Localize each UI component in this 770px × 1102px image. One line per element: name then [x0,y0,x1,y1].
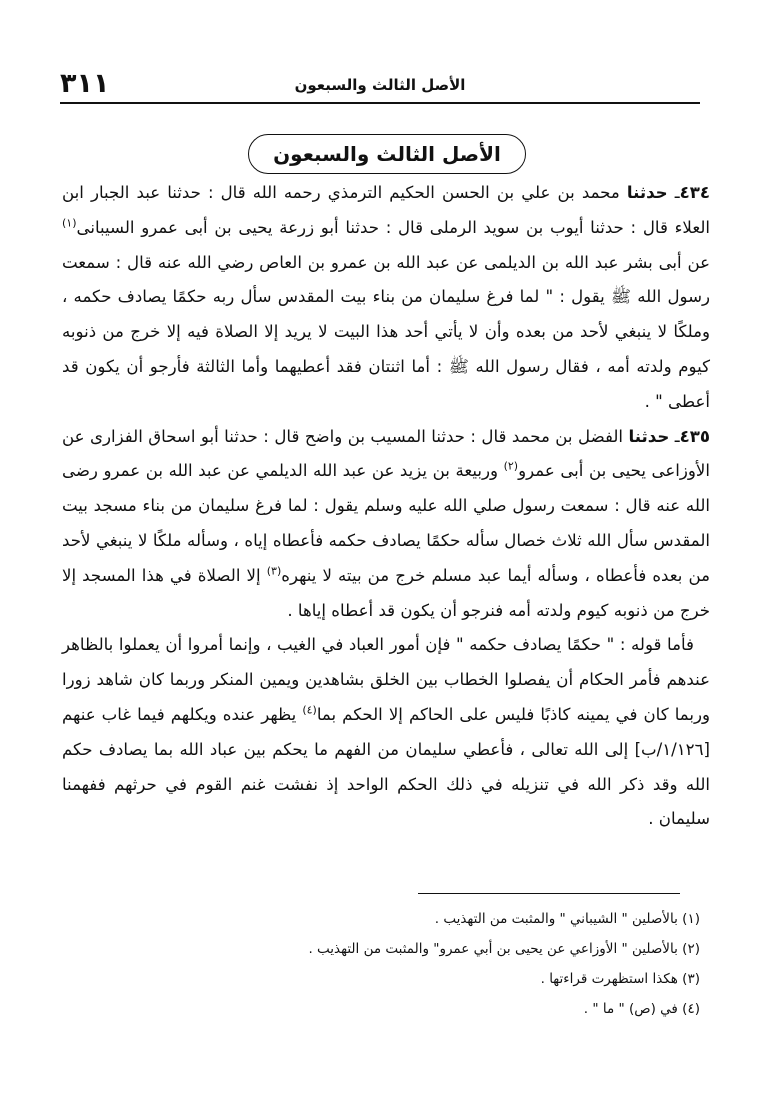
hadith-434: ٤٣٤ـ حدثنا محمد بن علي بن الحسن الحكيم الترمذي رحمه الله قال : حدثنا عبد الجبار ابن العلاء قال : حدثنا أيوب بن سويد الرملى قال : حدثنا أبو زرعة يحيى بن أبى عمرو السيبانى$^{(١)}$ عن أبى بشر عبد الله بن الديلمى عن عبد الله بن عمرو بن العاص رضي الله عنه قال : سمعت رسول الله ﷺ يقول : " لما فرغ سليمان من بناء بيت المقدس سأل ربه حكمًا يصادف حكمه ، وملكًا لا ينبغي لأحد من بعده وأن لا يأتي أحد هذا البيت لا يريد إلا الصلاة فيه إلا خرج من ذنوبه كيوم ولدته أمه ، فقال رسول الله ﷺ : أما اثنتان فقد أعطيهما وأما الثالثة فأرجو أن يكون قد أعطى " . [62,183,710,411]
footnote-ref-2: (٢) [503,459,519,473]
footnote-mark: (٢) [682,941,700,957]
footnote-divider [418,893,680,894]
footnote-1 [80,904,700,934]
footnote-mark: (٤) [682,1001,700,1017]
haddathana-word: حدثنا [628,426,670,446]
footnote-4 [80,994,700,1024]
page-header [60,70,700,104]
commentary-text: يظهر عنده ويكلهم فيما غاب عنهم [١/١٢٦/ب] إلى الله تعالى ، فأعطي سليمان من الفهم ما يحكم بين عباد الله بما يصادف حكم الله وقد ذكر الله في تنزيله في ذلك الحكم الواحد إذ نفشت غنم القوم في حرثهم ففهمنا سليمان . [62,704,710,829]
footnote-ref-1: (١) [62,216,77,230]
footnote-text: في (ص) " ما " . [583,1001,678,1017]
footnote-text: بالأصلين " الشيباني " والمثبت من التهذيب . [434,911,678,927]
commentary-text: فأما قوله : " حكمًا يصادف حكمه " فإن أمور العباد في الغيب ، وإنما أمروا أن يعملوا بالظاهر عندهم فأمر الحكام أن يفصلوا الخطاب بين الخلق بشاهدين ويمين المنكر وربما كان شاهد زورا وربما كان في يمينه كاذبًا فليس على الحاكم إلا الحكم بما [62,635,710,724]
chapter-title: الأصل الثالث والسبعون [273,142,501,166]
footnote-text: بالأصلين " الأوزاعي عن يحيى بن أبي عمرو" والمثبت من التهذيب . [308,941,678,957]
running-title: الأصل الثالث والسبعون [294,76,466,94]
hadith-435: ٤٣٥ـ حدثنا الفضل بن محمد قال : حدثنا المسيب بن واضح قال : حدثنا أبو اسحاق الفزارى عن الأوزاعى يحيى بن أبى عمرو$^{(٢)}$ وربيعة بن يزيد عن عبد الله الديلمي عن عبد الله بن عمرو رضى الله عنه قال : سمعت رسول صلي الله عليه وسلم يقول : لما فرغ سليمان من بناء مسجد بيت المقدس سأل الله ثلاث خصال سأله حكمًا يصادف حكمه فأعطاه إياه ، وسأله ملكًا لا ينبغي لأحد من بعده فأعطاه ، وسأله أيما عبد مسلم خرج من بيته لا ينهره$^{(٣)}$ إلا الصلاة في هذا المسجد إلا خرج من ذنوبه كيوم ولدته أمه فنرجو أن يكون قد أعطاه إياها . [62,426,710,620]
hadith-text: الفضل بن محمد قال : حدثنا المسيب بن واضح قال : حدثنا أبو اسحاق الفزارى عن الأوزاعى يحيى بن أبى عمرو [62,426,710,481]
main-text [62,176,710,837]
commentary-paragraph [62,628,710,837]
footnotes [80,904,700,1024]
hadith-text: محمد بن علي بن الحسن الحكيم الترمذي رحمه الله قال : حدثنا عبد الجبار ابن العلاء قال : حدثنا أيوب بن سويد الرملى قال : حدثنا أبو زرعة يحيى بن أبى عمرو السيبانى [62,183,710,237]
page-number: ٣١١ [60,68,110,99]
footnote-text: هكذا استظهرت قراءتها . [540,971,678,987]
chapter-title-frame [248,134,526,174]
footnote-mark: (١) [682,911,700,927]
hadith-number: ٤٣٥ [679,426,710,446]
footnote-3 [80,964,700,994]
hadith-text: عن أبى بشر عبد الله بن الديلمى عن عبد الله بن عمرو بن العاص رضي الله عنه قال : سمعت رسول الله ﷺ يقول : " لما فرغ سليمان من بناء بيت المقدس سأل ربه حكمًا يصادف حكمه ، وملكًا لا ينبغي لأحد من بعده وأن لا يأتي أحد هذا البيت لا يريد إلا الصلاة فيه إلا خرج من ذنوبه كيوم ولدته أمه ، فقال رسول الله ﷺ : أما اثنتان فقد أعطيهما وأما الثالثة فأرجو أن يكون قد أعطى " . [62,252,710,411]
footnote-mark: (٣) [682,971,700,987]
footnote-2 [80,934,700,964]
haddathana-word: حدثنا [626,183,668,202]
hadith-text: وربيعة بن يزيد عن عبد الله الديلمي عن عبد الله بن عمرو رضى الله عنه قال : سمعت رسول صلي الله عليه وسلم يقول : لما فرغ سليمان من بناء مسجد بيت المقدس سأل الله ثلاث خصال سأله حكمًا يصادف حكمه فأعطاه إياه ، وسأله ملكًا لا ينبغي لأحد من بعده فأعطاه ، وسأله أيما عبد مسلم خرج من بيته لا ينهره [62,461,710,585]
footnote-ref-4: (٤) [302,703,317,717]
footnote-ref-3: (٣) [266,564,282,578]
hadith-text: إلا الصلاة في هذا المسجد إلا خرج من ذنوبه كيوم ولدته أمه فنرجو أن يكون قد أعطاه إياها . [62,565,710,620]
hadith-number: ٤٣٤ [679,183,710,202]
